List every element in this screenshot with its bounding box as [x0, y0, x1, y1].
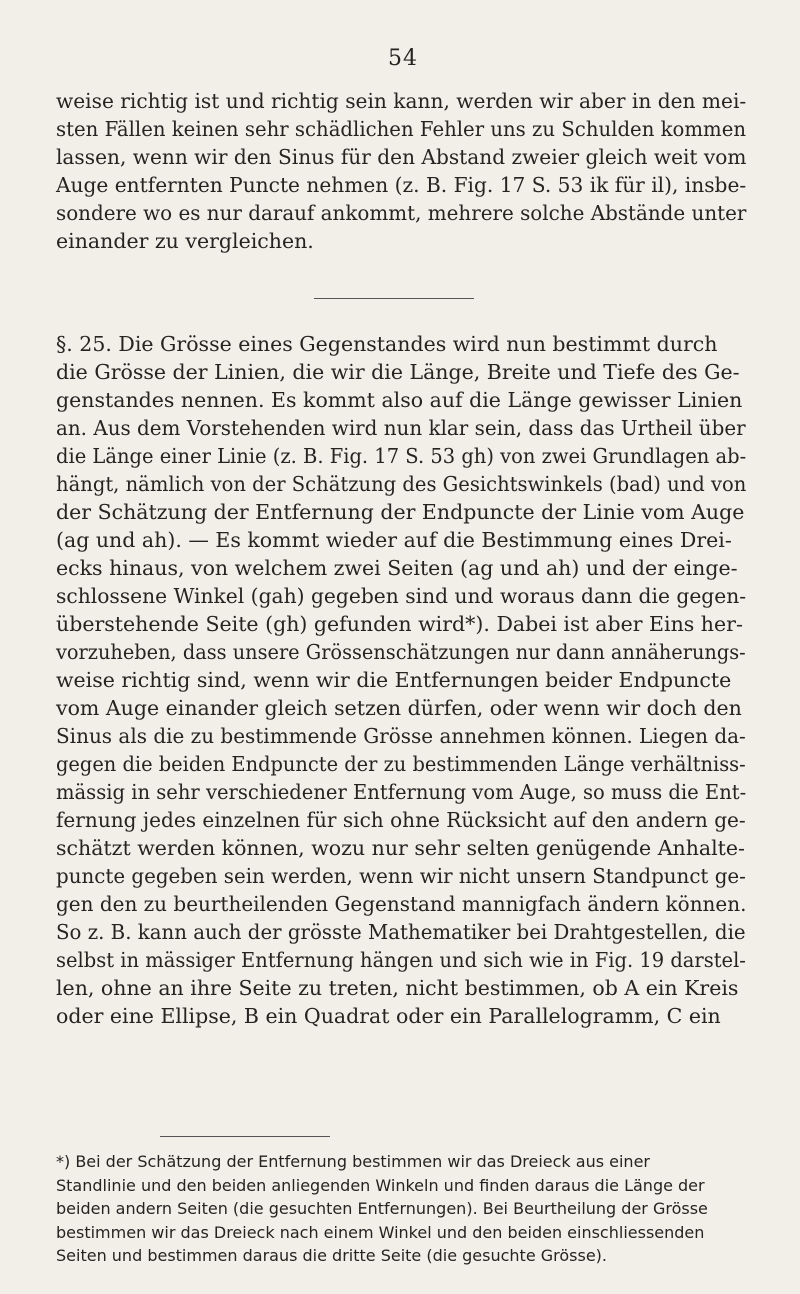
footnote-line: Seiten und bestimmen daraus die dritte Seite (die gesuchte Grösse).: [56, 1246, 607, 1265]
text-line: genstandes nennen. Es kommt also auf die Länge gewisser Linien: [56, 388, 743, 412]
text-line: vom Auge einander gleich setzen dürfen, oder wenn wir doch den: [56, 696, 742, 720]
text-line: weise richtig ist und richtig sein kann, werden wir aber in den mei-: [56, 89, 747, 113]
footnote-line: *) Bei der Schätzung der Entfernung bestimmen wir das Dreieck aus einer: [56, 1152, 650, 1171]
text-line: puncte gegeben sein werden, wenn wir nicht unsern Standpunct ge-: [56, 864, 746, 888]
footnote-line: Standlinie und den beiden anliegenden Winkeln und finden daraus die Länge der: [56, 1175, 705, 1195]
text-line: oder eine Ellipse, B ein Quadrat oder ein Parallelogramm, C ein: [56, 1004, 721, 1028]
footnote-line: bestimmen wir das Dreieck nach einem Winkel und den beiden einschliessenden: [56, 1222, 705, 1242]
text-line: die Länge einer Linie (z. B. Fig. 17 S. 53 gh) von zwei Grundlagen ab-: [56, 444, 747, 468]
text-line: Auge entfernten Puncte nehmen (z. B. Fig. 17 S. 53 ik für il), insbe-: [56, 173, 747, 197]
text-line: (ag und ah). — Es kommt wieder auf die Bestimmung eines Drei-: [56, 528, 732, 552]
text-line: §. 25. Die Grösse eines Gegenstandes wird nun bestimmt durch: [56, 332, 718, 356]
text-line: Sinus als die zu bestimmende Grösse annehmen können. Liegen da-: [56, 724, 746, 748]
text-line: an. Aus dem Vorstehenden wird nun klar sein, dass das Urtheil über: [56, 416, 746, 440]
footnote-line: beiden andern Seiten (die gesuchten Entfernungen). Bei Beurtheilung der Grösse: [56, 1199, 708, 1218]
text-line: vorzuheben, dass unsere Grössenschätzungen nur dann annäherungs-: [56, 640, 746, 664]
footnote-divider: [160, 1136, 330, 1137]
section-25-paragraph: [56, 330, 746, 1030]
text-line: gegen die beiden Endpuncte der zu bestimmenden Länge verhältniss-: [56, 752, 746, 776]
text-line: mässig in sehr verschiedener Entfernung vom Auge, so muss die Ent-: [56, 780, 747, 804]
text-line: der Schätzung der Entfernung der Endpuncte der Linie vom Auge: [56, 500, 745, 524]
footnote: [56, 1150, 746, 1268]
text-line: sten Fällen keinen sehr schädlichen Fehler uns zu Schulden kommen: [56, 117, 747, 141]
text-line: selbst in mässiger Entfernung hängen und sich wie in Fig. 19 darstel-: [56, 948, 746, 972]
text-line: überstehende Seite (gh) gefunden wird*). Dabei ist aber Eins her-: [56, 612, 743, 636]
text-line: die Grösse der Linien, die wir die Länge, Breite und Tiefe des Ge-: [56, 360, 740, 384]
text-line: weise richtig sind, wenn wir die Entfernungen beider Endpuncte: [56, 668, 732, 692]
text-line: sondere wo es nur darauf ankommt, mehrere solche Abstände unter: [56, 201, 747, 225]
text-line: schlossene Winkel (gah) gegeben sind und woraus dann die gegen-: [56, 584, 747, 608]
text-line: hängt, nämlich von der Schätzung des Gesichtswinkels (bad) und von: [56, 472, 747, 496]
text-line: So z. B. kann auch der grösste Mathematiker bei Drahtgestellen, die: [56, 920, 746, 944]
page-number: 54: [388, 46, 418, 71]
text-line: schätzt werden können, wozu nur sehr selten genügende Anhalte-: [56, 836, 745, 860]
text-line: einander zu vergleichen.: [56, 229, 314, 253]
section-divider: [314, 298, 474, 299]
top-paragraph: [56, 87, 746, 255]
text-line: len, ohne an ihre Seite zu treten, nicht bestimmen, ob A ein Kreis: [56, 976, 739, 1000]
text-line: lassen, wenn wir den Sinus für den Abstand zweier gleich weit vom: [56, 145, 747, 169]
text-line: ecks hinaus, von welchem zwei Seiten (ag und ah) und der einge-: [56, 556, 738, 580]
text-line: fernung jedes einzelnen für sich ohne Rücksicht auf den andern ge-: [56, 808, 746, 832]
text-line: gen den zu beurtheilenden Gegenstand mannigfach ändern können.: [56, 892, 747, 916]
